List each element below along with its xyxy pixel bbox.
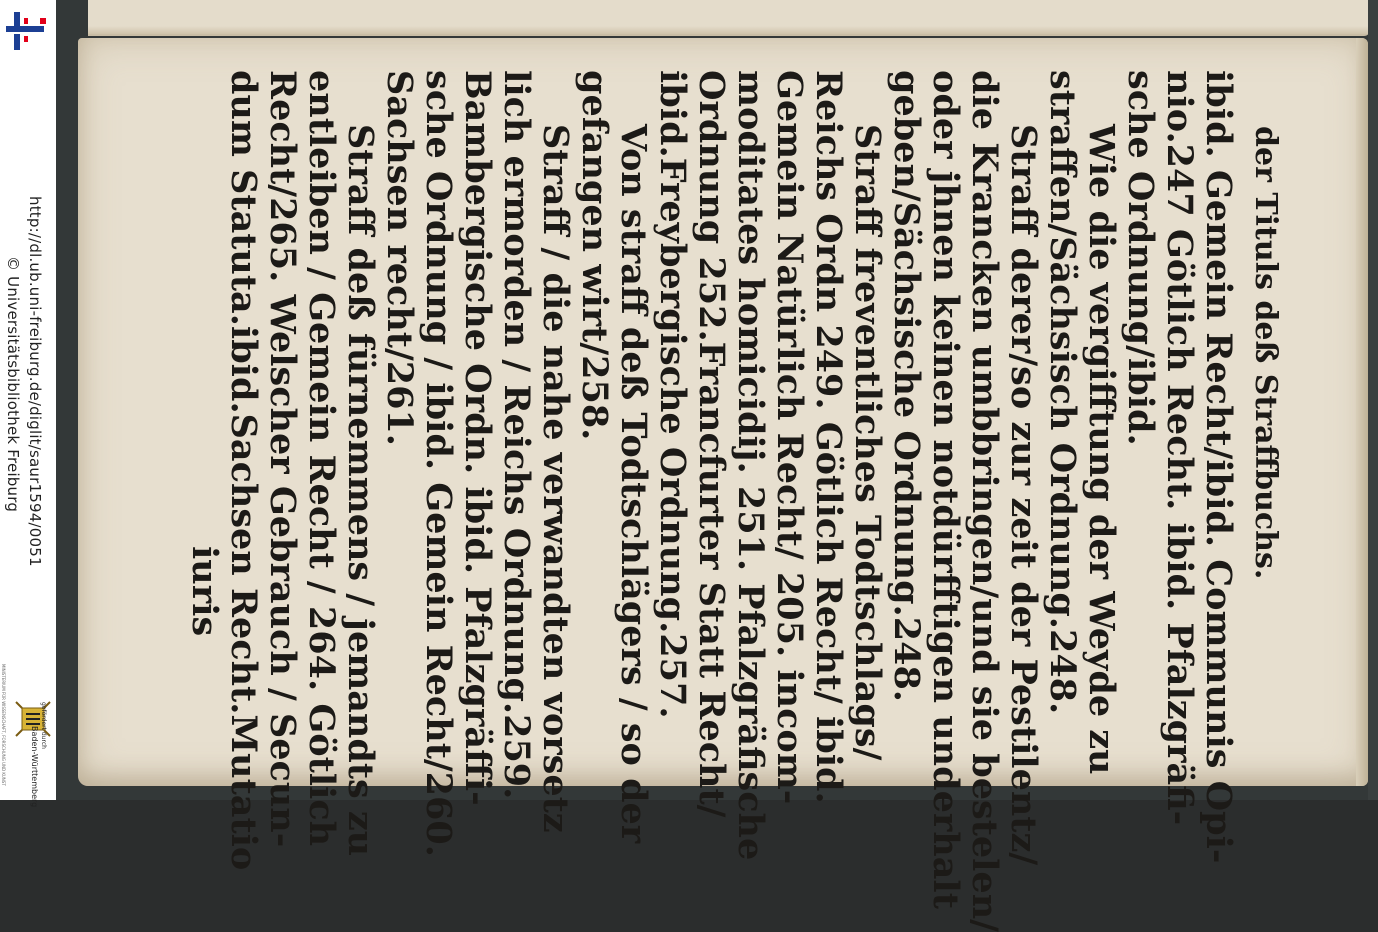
- text-line: Reichs Ordn 249. Götlich Recht/ ibid.: [808, 70, 849, 804]
- text-line: gefangen wirt/258.: [574, 70, 615, 441]
- text-line: Sachsen recht/261.: [379, 70, 420, 446]
- text-line: sche Ordnung / ibid. Gemein Recht/260.: [418, 70, 459, 857]
- funding-badge: [0, 658, 56, 778]
- book-spine: [1368, 0, 1378, 800]
- text-line: Straff freventliches Todtschlags/: [847, 124, 888, 761]
- text-line: Bambergische Ordn. ibid. Pfalzgräffi-: [457, 70, 498, 806]
- text-line: moditates homicidij. 251. Pfalzgräfische: [730, 70, 771, 861]
- copyright-notice: © Universitätsbibliothek Freiburg: [4, 256, 22, 513]
- text-line: oder jhnen keinen notdürfftigen underhalt: [925, 70, 966, 909]
- text-line: sche Ordnung/ibid.: [1120, 70, 1161, 446]
- text-line: ibid.Freybergische Ordnung.257.: [652, 70, 693, 719]
- document-url[interactable]: http://dl.ub.uni-freiburg.de/diglit/saur1594/0051: [26, 196, 44, 567]
- page-lines: [224, 70, 1238, 932]
- running-header: der Tituls deß Straffbuchs.: [1248, 126, 1283, 580]
- text-line: die Krancken umbbringen/und sie bestelen/: [964, 70, 1005, 932]
- text-line: Ordnung 252.Francfurter Statt Recht/: [691, 70, 732, 818]
- text-line: dum Statuta.ibid.Sachsen Recht.Mutatio: [223, 70, 264, 871]
- catchword: iuris: [184, 546, 225, 637]
- text-line: Von straff deß Todtschlägers / so der: [613, 124, 654, 844]
- viewer-sidebar: [0, 0, 56, 808]
- text-line: Straff / die nahe verwandten vorsetz: [535, 124, 576, 833]
- text-line: Wie die vergifftung der Weyde zu: [1081, 124, 1122, 775]
- previous-page-edge: [88, 0, 1370, 36]
- text-line: lich ermorden / Reichs Ordnung.259.: [496, 70, 537, 800]
- text-line: Straff derer/so zur zeit der Pestilentz/: [1003, 124, 1044, 866]
- text-line: Recht/265. Welscher Gebrauch / Secun-: [262, 70, 303, 848]
- university-logo-icon: [4, 8, 48, 52]
- text-line: geben/Sächsische Ordnung.248.: [886, 70, 927, 702]
- state-coat-of-arms-icon: [0, 658, 56, 778]
- text-line: entleiben / Gemein Recht / 264. Götlich: [301, 70, 342, 847]
- text-line: ibid. Gemein Recht/ibid. Communis Opi-: [1198, 70, 1239, 864]
- text-line: nio.247 Götlich Recht. ibid. Pfalzgräfi-: [1159, 70, 1200, 826]
- text-line: straffen/Sächsisch Ordnung.248.: [1042, 70, 1083, 715]
- funded-by-label: gefördert durch: [40, 702, 47, 749]
- text-line: Straff deß fürnemmens / jemandts zu: [340, 124, 381, 857]
- ministry-fine-print: MINISTERIUM FÜR WISSENSCHAFT, FORSCHUNG UND KUNST: [1, 664, 6, 786]
- page-edge: [1356, 38, 1368, 786]
- text-line: Gemein Natürlich Recht/ 205. incom-: [769, 70, 810, 805]
- page-text-block: [185, 70, 1285, 932]
- state-name-label: Baden-Württemberg: [30, 726, 39, 808]
